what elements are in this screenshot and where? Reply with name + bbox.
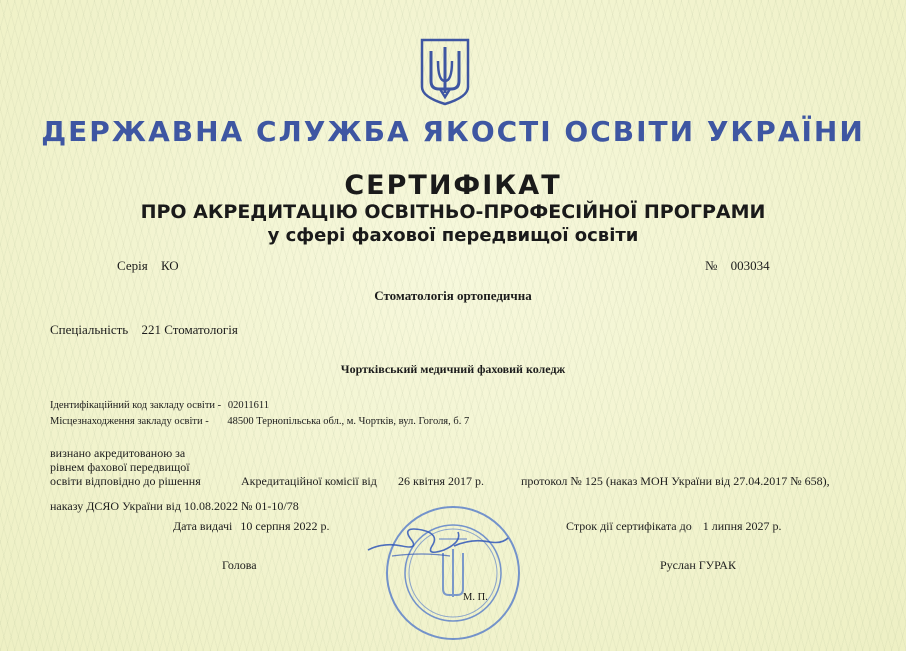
- recognition-line-3: освіти відповідно до рішення: [50, 474, 201, 488]
- location-row: [50, 416, 469, 427]
- signatory-role: Голова: [222, 558, 257, 572]
- recognition-line-2: рівнем фахової передвищої: [50, 460, 190, 474]
- issue-date-row: [173, 519, 330, 534]
- number-row: [705, 258, 770, 274]
- location-label: Місцезнаходження закладу освіти -: [50, 416, 209, 427]
- commission-date: 26 квітня 2017 р.: [398, 474, 485, 488]
- id-code-label: Ідентифікаційний код закладу освіти -: [50, 400, 222, 411]
- seal-mark: М. П.: [463, 592, 488, 603]
- series-row: [117, 258, 179, 274]
- certificate-subtitle: ПРО АКРЕДИТАЦІЮ ОСВІТНЬО-ПРОФЕСІЙНОЇ ПРОГРАМИ: [140, 201, 766, 223]
- series-label: Серія: [117, 258, 148, 273]
- validity-value: 1 липня 2027 р.: [702, 519, 782, 533]
- location-value: 48500 Тернопільська обл., м. Чортків, вул. Гоголя, б. 7: [227, 416, 470, 427]
- issue-date-value: 10 серпня 2022 р.: [240, 519, 330, 533]
- signature: [362, 516, 512, 566]
- commission-label: Акредитаційної комісії від: [241, 474, 377, 488]
- validity-row: [566, 519, 782, 534]
- specialty-value: 221 Стоматологія: [141, 322, 238, 337]
- specialty-label: Спеціальність: [50, 322, 129, 337]
- number-label: №: [705, 258, 718, 273]
- certificate-title: СЕРТИФІКАТ: [344, 170, 562, 201]
- order-text: наказу ДСЯО України від 10.08.2022 № 01-10/78: [50, 499, 299, 513]
- series-value: КО: [160, 258, 179, 273]
- specialty-row: [50, 322, 238, 338]
- recognition-line-1: визнано акредитованою за: [50, 446, 186, 460]
- signatory-name: Руслан ГУРАК: [660, 558, 736, 572]
- validity-label: Строк дії сертифіката до: [566, 519, 692, 533]
- agency-name: ДЕРЖАВНА СЛУЖБА ЯКОСТІ ОСВІТИ УКРАЇНИ: [41, 115, 865, 148]
- number-value: 003034: [730, 258, 770, 273]
- id-code-row: [50, 400, 269, 411]
- program-name: Стоматологія ортопедична: [374, 288, 532, 303]
- ukraine-trident-icon: [419, 37, 471, 107]
- institution-name: Чортківський медичний фаховий коледж: [340, 362, 566, 376]
- issue-date-label: Дата видачі: [173, 519, 233, 533]
- certificate-scope: у сфері фахової передвищої освіти: [267, 225, 639, 246]
- protocol-text: протокол № 125 (наказ МОН України від 27.04.2017 № 658),: [521, 474, 830, 488]
- id-code-value: 02011611: [227, 400, 270, 411]
